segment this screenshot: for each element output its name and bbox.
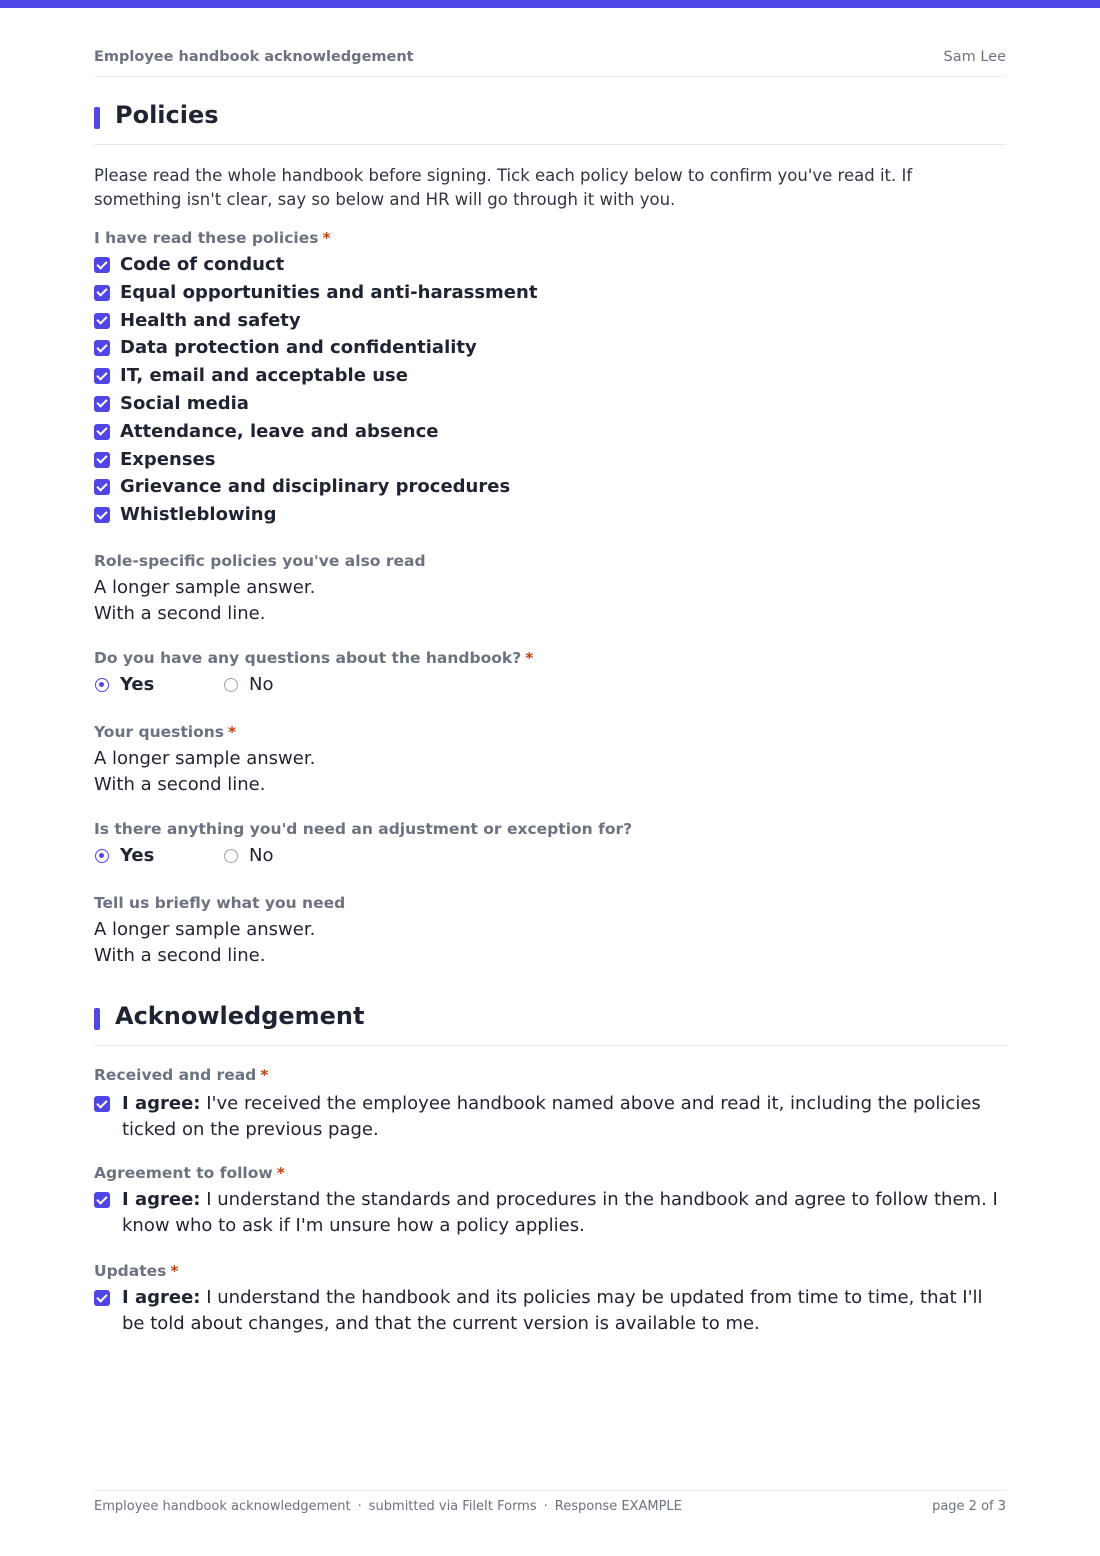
required-asterisk: *	[170, 1262, 179, 1280]
footer-submitted: submitted via FileIt Forms	[368, 1499, 537, 1514]
checkbox-checked-icon[interactable]	[94, 257, 110, 273]
radio-selected-icon[interactable]	[95, 849, 109, 863]
answer-line: With a second line.	[94, 774, 266, 795]
policies-intro-text: Please read the whole handbook before signing. Tick each policy below to confirm you've read it. If something isn't clear, say so below and HR will go through it with you.	[94, 166, 913, 209]
radio-label-yes[interactable]: Yes	[120, 845, 155, 866]
policy-label: Whistleblowing	[120, 504, 277, 526]
question-label-follow	[94, 1164, 285, 1182]
agree-checkbox-received[interactable]	[94, 1091, 1006, 1143]
radio-unselected-icon[interactable]	[224, 849, 238, 863]
question-label-text: I have read these policies	[94, 229, 319, 247]
radio-group-has-questions	[94, 674, 494, 698]
page-header	[94, 48, 1006, 77]
section-accent-bar	[94, 107, 100, 129]
question-label-text: Your questions	[94, 723, 225, 741]
checkbox-checked-icon[interactable]	[94, 424, 110, 440]
section-header-policies	[94, 101, 1006, 145]
required-asterisk: *	[322, 229, 331, 247]
policy-label: Social media	[120, 392, 249, 414]
footer-separator: ·	[543, 1499, 548, 1514]
checkbox-checked-icon[interactable]	[94, 1192, 110, 1208]
checkbox-checked-icon[interactable]	[94, 396, 110, 412]
question-label-text: Do you have any questions about the handbook?	[94, 649, 522, 667]
answer-line: With a second line.	[94, 945, 266, 966]
question-label-received	[94, 1066, 268, 1084]
agree-text	[122, 1091, 1006, 1143]
radio-group-adjustment	[94, 845, 494, 869]
checkbox-checked-icon[interactable]	[94, 479, 110, 495]
radio-label-no[interactable]: No	[249, 845, 274, 866]
agree-text	[122, 1187, 1006, 1239]
question-label-text: Agreement to follow	[94, 1164, 273, 1182]
required-asterisk: *	[276, 1164, 285, 1182]
answer-line: A longer sample answer.	[94, 577, 316, 598]
document-title: Employee handbook acknowledgement	[94, 49, 414, 65]
agree-statement: I understand the standards and procedures in the handbook and agree to follow them. I know who to ask if I'm unsure how a policy applies.	[122, 1189, 998, 1236]
footer-doc-title: Employee handbook acknowledgement	[94, 1499, 351, 1514]
answer-role-specific	[94, 575, 315, 627]
agree-checkbox-updates[interactable]	[94, 1285, 1006, 1337]
question-label-adjustment: Is there anything you'd need an adjustment or exception for?	[94, 820, 633, 838]
page-footer	[94, 1490, 1006, 1514]
agree-statement: I understand the handbook and its policies may be updated from time to time, that I'll be told about changes, and that the current version is available to me.	[122, 1287, 983, 1334]
agree-statement: I've received the employee handbook named above and read it, including the policies ticked on the previous page.	[122, 1093, 981, 1140]
section-title-policies: Policies	[115, 101, 219, 129]
required-asterisk: *	[260, 1066, 269, 1084]
question-label-what-you-need: Tell us briefly what you need	[94, 894, 346, 912]
agree-prefix: I agree:	[122, 1093, 201, 1114]
policy-label: IT, email and acceptable use	[120, 365, 408, 387]
policy-label: Code of conduct	[120, 254, 285, 275]
top-accent-bar	[0, 0, 1100, 8]
checkbox-checked-icon[interactable]	[94, 452, 110, 468]
agree-prefix: I agree:	[122, 1287, 201, 1308]
checkbox-checked-icon[interactable]	[94, 368, 110, 384]
answer-line: A longer sample answer.	[94, 748, 316, 769]
footer-separator: ·	[357, 1499, 362, 1514]
agree-prefix: I agree:	[122, 1189, 201, 1210]
checkbox-checked-icon[interactable]	[94, 1096, 110, 1112]
required-asterisk: *	[525, 649, 534, 667]
respondent-name: Sam Lee	[943, 49, 1006, 65]
checkbox-checked-icon[interactable]	[94, 285, 110, 301]
answer-what-you-need	[94, 917, 315, 969]
policy-label: Expenses	[120, 448, 216, 470]
answer-line: A longer sample answer.	[94, 919, 316, 940]
policy-label: Equal opportunities and anti-harassment	[120, 281, 538, 303]
policy-label: Data protection and confidentiality	[120, 337, 477, 359]
radio-label-no[interactable]: No	[249, 674, 274, 695]
page-number: page 2 of 3	[932, 1499, 1006, 1514]
footer-response: Response EXAMPLE	[554, 1499, 682, 1514]
section-accent-bar	[94, 1008, 100, 1030]
radio-unselected-icon[interactable]	[224, 678, 238, 692]
answer-line: With a second line.	[94, 603, 266, 624]
answer-your-questions	[94, 746, 315, 798]
required-asterisk: *	[228, 723, 237, 741]
checkbox-checked-icon[interactable]	[94, 340, 110, 356]
question-label-role-specific: Role-specific policies you've also read	[94, 552, 426, 570]
question-label-text: Received and read	[94, 1066, 257, 1084]
question-label-updates	[94, 1262, 179, 1280]
policy-label: Health and safety	[120, 309, 301, 331]
question-label-your-questions	[94, 723, 236, 741]
checkbox-checked-icon[interactable]	[94, 1290, 110, 1306]
footer-info	[94, 1499, 682, 1514]
agree-checkbox-follow[interactable]	[94, 1187, 1006, 1239]
radio-label-yes[interactable]: Yes	[120, 674, 155, 695]
section-header-acknowledgement	[94, 1002, 1006, 1046]
question-label-has-questions	[94, 649, 533, 667]
agree-text	[122, 1285, 1006, 1337]
checkbox-checked-icon[interactable]	[94, 313, 110, 329]
question-label-read-policies	[94, 229, 331, 247]
section-title-acknowledgement: Acknowledgement	[115, 1002, 365, 1030]
radio-selected-icon[interactable]	[95, 678, 109, 692]
policy-label: Attendance, leave and absence	[120, 420, 439, 442]
question-label-text: Updates	[94, 1262, 167, 1280]
policy-label: Grievance and disciplinary procedures	[120, 476, 511, 498]
checkbox-checked-icon[interactable]	[94, 507, 110, 523]
